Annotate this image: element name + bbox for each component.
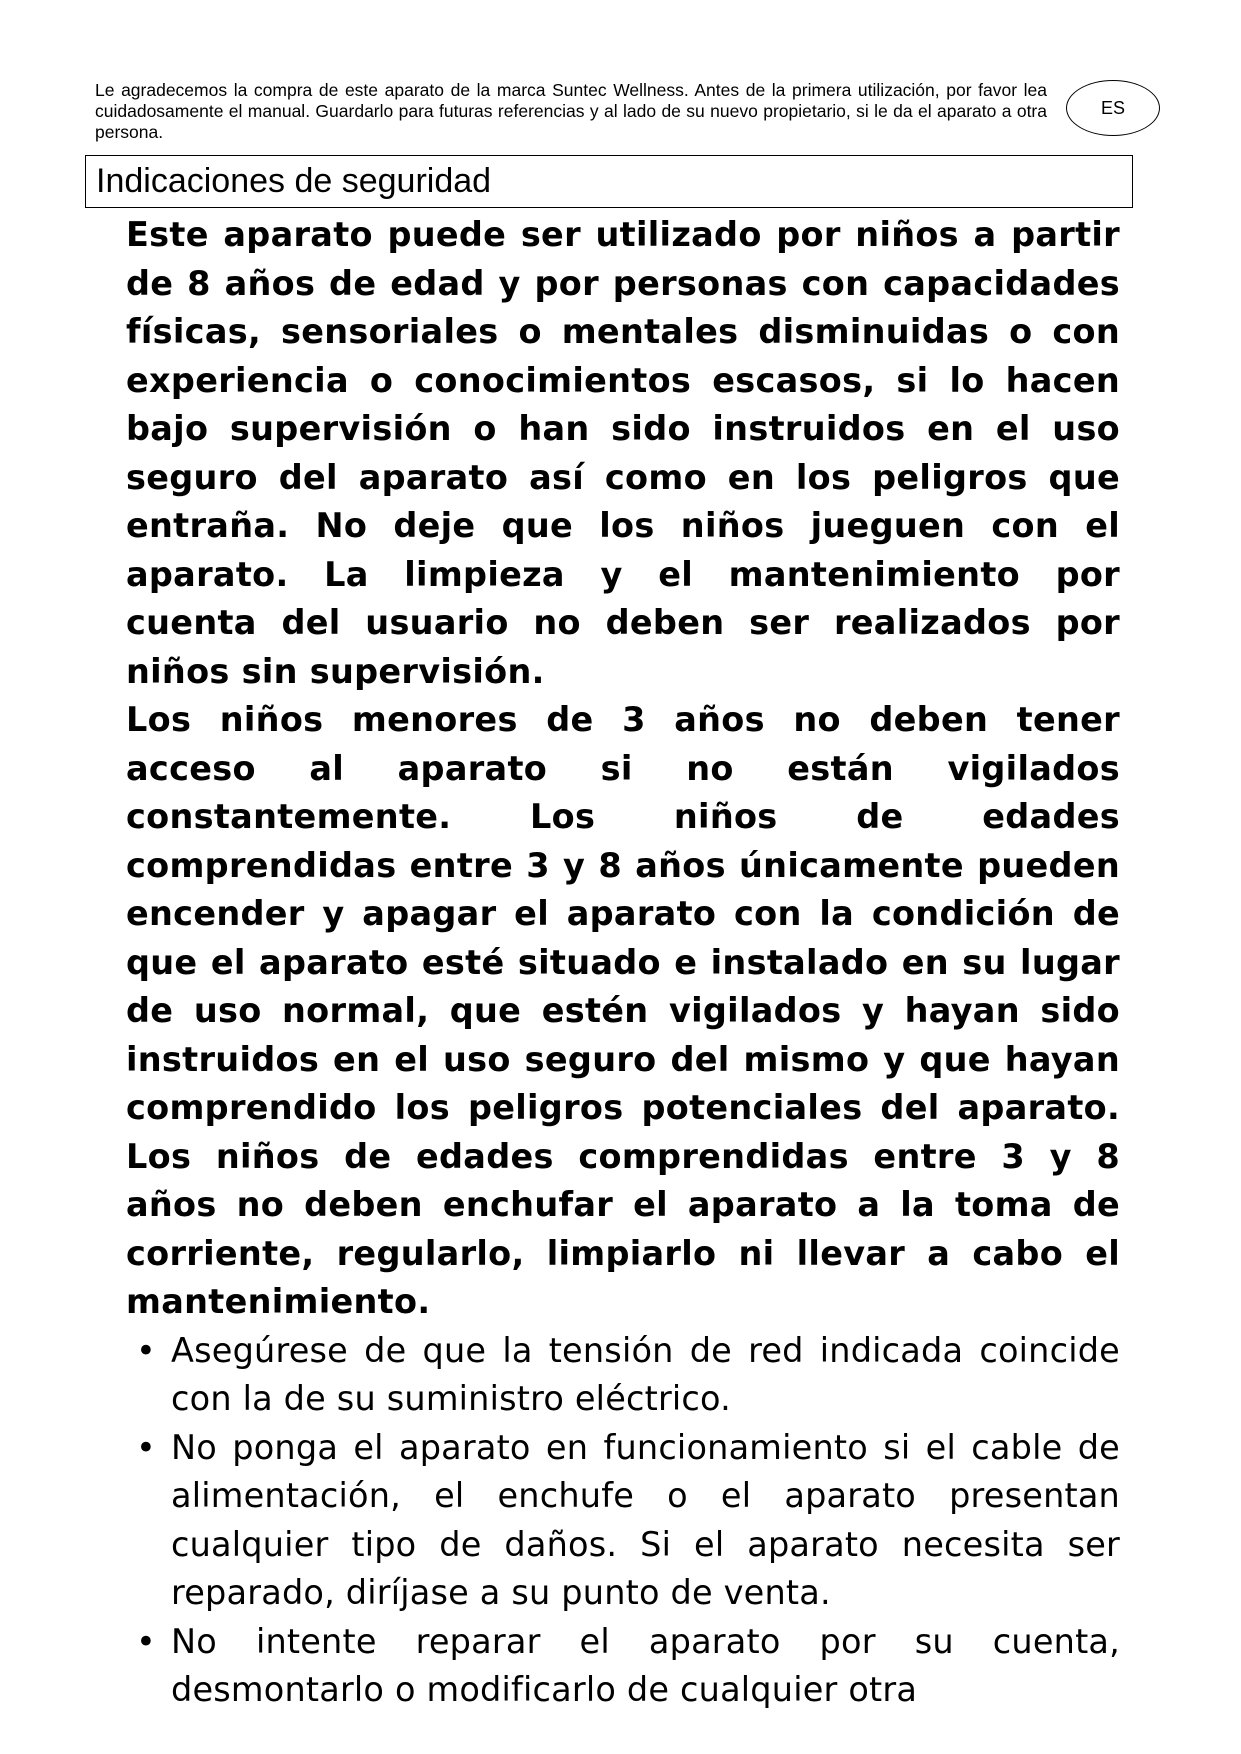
safety-bullet-list bbox=[126, 1327, 1120, 1715]
bullet-icon: • bbox=[136, 1621, 156, 1661]
section-title: Indicaciones de seguridad bbox=[85, 155, 1133, 208]
safety-paragraph-young-children: Los niños menores de 3 años no deben tener acceso al aparato si no están vigilados constantemente. Los niños de edades comprendidas entre 3 y 8 años únicamente pueden encender y apagar el aparato con la condición de que el aparato esté situado e instalado en su lugar de uso normal, que estén vigilados y hayan sido instruidos en el uso seguro del mismo y que hayan comprendido los peligros potenciales del aparato. Los niños de edades comprendidas entre 3 y 8 años no deben enchufar el aparato a la toma de corriente, regularlo, limpiarlo ni llevar a cabo el mantenimiento. bbox=[126, 700, 1120, 1321]
bullet-icon: • bbox=[136, 1427, 156, 1467]
list-item-text: No intente reparar el aparato por su cuenta, desmontarlo o modificarlo de cualquier otra bbox=[171, 1621, 1120, 1709]
safety-paragraph-children: Este aparato puede ser utilizado por niños a partir de 8 años de edad y por personas con capacidades físicas, sensoriales o mentales disminuidas o con experiencia o conocimientos escasos, si lo hacen bajo supervisión o han sido instruidos en el uso seguro del aparato así como en los peligros que entraña. No deje que los niños jueguen con el aparato. La limpieza y el mantenimiento por cuenta del usuario no deben ser realizados por niños sin supervisión. bbox=[126, 215, 1120, 691]
language-badge: ES bbox=[1066, 80, 1160, 136]
list-item bbox=[126, 1618, 1120, 1715]
safety-content bbox=[126, 211, 1120, 1715]
list-item-text: No ponga el aparato en funcionamiento si el cable de alimentación, el enchufe o el aparato presentan cualquier tipo de daños. Si el aparato necesita ser reparado, diríjase a su punto de venta. bbox=[171, 1427, 1120, 1612]
list-item-text: Asegúrese de que la tensión de red indicada coincide con la de su suministro eléctrico. bbox=[171, 1330, 1120, 1418]
list-item bbox=[126, 1424, 1120, 1618]
bullet-icon: • bbox=[136, 1330, 156, 1370]
list-item bbox=[126, 1327, 1120, 1424]
intro-text: Le agradecemos la compra de este aparato de la marca Suntec Wellness. Antes de la primera utilización, por favor lea cuidadosamente el manual. Guardarlo para futuras referencias y al lado de su nuevo propietario, si le da el aparato a otra persona. bbox=[95, 80, 1047, 142]
